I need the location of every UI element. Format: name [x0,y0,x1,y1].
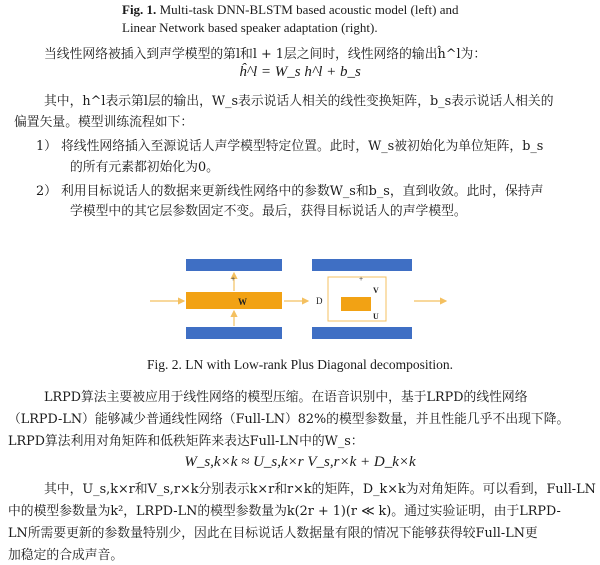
lrpd-diagram [148,249,448,349]
para1-line2: 其中，h^l表示第l层的输出，W_s表示说话人相关的线性变换矩阵，b_s表示说话人相关的 [44,94,554,109]
fig1-caption-line1 [122,2,600,18]
step2-line1: 2） 利用目标说话人的数据来更新线性网络中的参数W_s和b_s，直到收敛。此时，保持声 [36,184,544,199]
label-u: U [373,312,379,321]
para1-line1: 当线性网络被插入到声学模型的第l和l + 1层之间时，线性网络的输出ĥ^l为： [44,47,487,62]
step1-line2: 的所有元素都初始化为0。 [70,160,219,175]
equation-1: ĥ^l = W_s h^l + b_s [239,64,361,80]
para2-line1: LRPD算法主要被应用于线性网络的模型压缩。在语音识别中，基于LRPD的线性网络 [44,390,528,405]
label-d: D [316,296,323,306]
left-ln-layer-w [186,292,282,309]
para2-line4: 其中，U_s,k×r和V_s,r×k分别表示k×r和r×k的矩阵，D_k×k为对角矩阵。可以看到，Full-LN [44,482,596,497]
step1-line1: 1） 将线性网络插入至源说话人声学模型特定位置。此时，W_s被初始化为单位矩阵，b_s [36,139,544,154]
para1-line3: 偏置矢量。模型训练流程如下： [14,115,194,130]
para2-line3: LRPD算法利用对角矩阵和低秩矩阵来表达Full-LN中的W_s： [8,434,364,449]
fig2-caption: Fig. 2. LN with Low-rank Plus Diagonal decomposition. [147,357,453,372]
fig1-caption-line2: Linear Network based speaker adaptation (right). [122,20,378,35]
label-w: W [238,297,247,307]
para2-line7: 加稳定的合成声音。 [8,548,124,563]
fig1-label: Fig. 1. [122,2,157,17]
label-v: V [373,286,379,295]
low-rank-block-v-u [341,297,371,311]
para2-line5: 中的模型参数量为k²，LRPD-LN的模型参数量为k(2r + 1)(r ≪ k)。通过实验证明，由于LRPD- [8,504,561,519]
para2-line6: LN所需要更新的参数量特别少，因此在目标说话人数据量有限的情况下能够获得较Full-LN更 [8,526,538,541]
right-bottom-layer [312,327,412,339]
left-bottom-layer [186,327,282,339]
left-top-layer [186,259,282,271]
right-plus-sign: + [359,276,364,283]
left-plus-sign: + [231,276,236,283]
fig1-caption-text1: Multi-task DNN-BLSTM based acoustic model (left) and [159,2,459,17]
step2-line2: 学模型中的其它层参数固定不变。最后，获得目标说话人的声学模型。 [70,204,467,219]
para2-line2: （LRPD-LN）能够减少普通线性网络（Full-LN）82%的模型参数量，并且性能几乎不出现下降。 [8,412,570,427]
right-top-layer [312,259,412,271]
equation-2: W_s,k×k ≈ U_s,k×r V_s,r×k + D_k×k [184,454,416,470]
